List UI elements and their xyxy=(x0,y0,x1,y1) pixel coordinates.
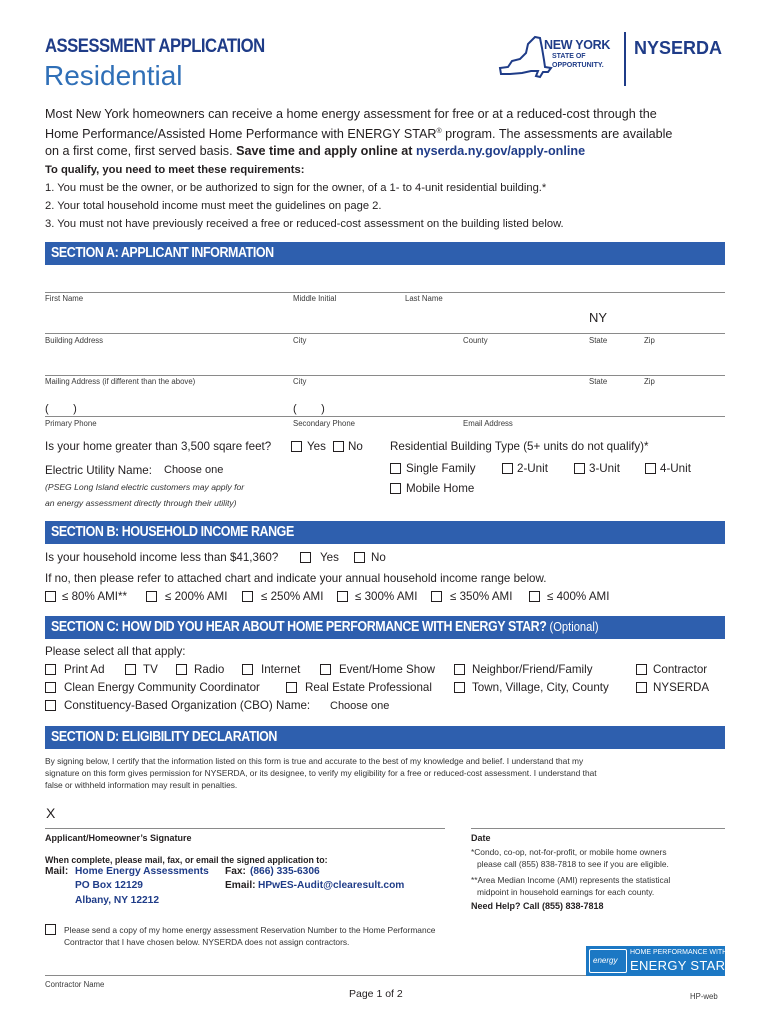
county-field[interactable] xyxy=(463,316,583,332)
income-instruction: If no, then please refer to attached chart and indicate your annual household income range below. xyxy=(45,572,547,585)
energy-star-mark-text: energy xyxy=(593,956,618,965)
clean-energy-coordinator-checkbox[interactable] xyxy=(45,682,56,693)
page-number: Page 1 of 2 xyxy=(349,988,403,1000)
single-family-checkbox[interactable] xyxy=(390,463,401,474)
date-field[interactable] xyxy=(471,808,725,828)
section-b-banner xyxy=(45,521,725,544)
middle-initial-label: Middle Initial xyxy=(293,294,337,303)
nys-logo xyxy=(498,28,620,86)
state-value[interactable]: NY xyxy=(589,310,608,325)
secondary-phone-label: Secondary Phone xyxy=(293,419,355,428)
section-d-banner xyxy=(45,726,725,749)
contractor-optin-checkbox[interactable] xyxy=(45,924,56,935)
mail-address-line-2: PO Box 12129 xyxy=(75,880,143,891)
ami-350-label: ≤ 350% AMI xyxy=(450,590,513,603)
building-address-field[interactable] xyxy=(45,316,285,332)
signature-x-mark: X xyxy=(46,805,56,821)
real-estate-professional-checkbox[interactable] xyxy=(286,682,297,693)
section-b-heading: SECTION B: HOUSEHOLD INCOME RANGE xyxy=(51,524,294,540)
signature-line xyxy=(45,828,445,829)
ami-80-label: ≤ 80% AMI** xyxy=(62,590,128,603)
energy-star-logo xyxy=(586,946,728,976)
internet-label: Internet xyxy=(261,663,301,676)
declaration-text xyxy=(45,755,735,791)
home-size-question: Is your home greater than 3,500 sqare feet? xyxy=(45,440,272,453)
contractor-optin-line-2: Contractor that I have chosen below. NYSERDA does not assign contractors. xyxy=(64,937,350,947)
cbo-checkbox[interactable] xyxy=(45,700,56,711)
zip-label: Zip xyxy=(644,336,655,345)
email-label: Email Address xyxy=(463,419,513,428)
phone-row-line xyxy=(45,416,725,417)
income-no-checkbox[interactable] xyxy=(354,552,365,563)
ami-200-checkbox[interactable] xyxy=(146,591,157,602)
state-label: State xyxy=(589,336,608,345)
mail-address-line-1: Home Energy Assessments xyxy=(75,866,209,877)
section-c-heading-text: SECTION C: HOW DID YOU HEAR ABOUT HOME PERFORMANCE WITH ENERGY STAR? xyxy=(51,619,547,635)
tv-checkbox[interactable] xyxy=(125,664,136,675)
contractor-name-field[interactable] xyxy=(45,957,585,975)
single-family-label: Single Family xyxy=(406,462,476,475)
event-home-show-label: Event/Home Show xyxy=(339,663,436,676)
intro-line-3b: Save time and apply online at xyxy=(236,144,416,159)
source-prompt: Please select all that apply: xyxy=(45,645,186,658)
last-name-label: Last Name xyxy=(405,294,443,303)
contractor-optin-line-1: Please send a copy of my home energy assessment Reservation Number to the Home Performance xyxy=(64,925,436,935)
mailing-city-label: City xyxy=(293,377,307,386)
electric-utility-label: Electric Utility Name: xyxy=(45,464,152,477)
secondary-phone-field[interactable]: ( ) xyxy=(293,403,325,415)
pseg-note-line-1: (PSEG Long Island electric customers may apply for xyxy=(45,482,245,492)
energy-star-bottom-text: ENERGY STAR xyxy=(630,958,726,973)
email-contact-value[interactable]: HPwES-Audit@clearesult.com xyxy=(258,880,405,891)
requirements-heading: To qualify, you need to meet these requirements: xyxy=(45,164,305,176)
last-name-field[interactable] xyxy=(405,276,725,292)
income-question: Is your household income less than $41,360? xyxy=(45,551,279,564)
ami-300-checkbox[interactable] xyxy=(337,591,348,602)
middle-initial-field[interactable] xyxy=(293,276,401,292)
three-unit-checkbox[interactable] xyxy=(574,463,585,474)
three-unit-label: 3-Unit xyxy=(589,462,620,475)
mailing-zip-field[interactable] xyxy=(644,358,724,374)
clean-energy-coordinator-label: Clean Energy Community Coordinator xyxy=(64,681,260,694)
first-name-label: First Name xyxy=(45,294,84,303)
mobile-home-label: Mobile Home xyxy=(406,482,475,495)
electric-utility-select[interactable]: Choose one xyxy=(164,464,224,476)
registered-mark: ® xyxy=(436,128,442,135)
nyserda-checkbox[interactable] xyxy=(636,682,647,693)
city-field[interactable] xyxy=(293,316,458,332)
mobile-home-checkbox[interactable] xyxy=(390,483,401,494)
zip-field[interactable] xyxy=(644,316,724,332)
primary-phone-label: Primary Phone xyxy=(45,419,97,428)
intro-line-1: Most New York homeowners can receive a home energy assessment for free or at a reduced-cost through the xyxy=(45,107,657,121)
intro-line-3a: on a first come, first served basis. xyxy=(45,144,237,159)
contractor-checkbox[interactable] xyxy=(636,664,647,675)
mailing-row-line xyxy=(45,375,725,376)
neighbor-friend-family-label: Neighbor/Friend/Family xyxy=(472,663,593,676)
building-address-label: Building Address xyxy=(45,336,104,345)
ami-250-label: ≤ 250% AMI xyxy=(261,590,324,603)
intro-line-2a: Home Performance/Assisted Home Performance with ENERGY STAR xyxy=(45,127,437,142)
home-size-no-label: No xyxy=(348,440,363,453)
energy-star-top-text: HOME PERFORMANCE WITH xyxy=(630,949,728,956)
city-label: City xyxy=(293,336,307,345)
section-a-banner xyxy=(45,242,725,265)
section-c-banner xyxy=(45,616,725,639)
real-estate-professional-label: Real Estate Professional xyxy=(305,681,432,694)
ami-footnote-1: **Area Median Income (AMI) represents the statistical xyxy=(471,875,671,885)
nyserda-label: NYSERDA xyxy=(653,681,710,694)
declaration-line-2: signature on this form gives permission for NYSERDA, or its designee, to verify my eligibility for a free or reduced-cost assessment. I understand that xyxy=(45,768,597,778)
form-code: HP-web xyxy=(690,992,718,1001)
contractor-label: Contractor xyxy=(653,663,708,676)
condo-footnote-1: *Condo, co-op, not-for-profit, or mobile home owners xyxy=(471,847,667,857)
ami-400-label: ≤ 400% AMI xyxy=(547,590,610,603)
section-c-heading xyxy=(51,619,599,635)
county-label: County xyxy=(463,336,488,345)
print-ad-label: Print Ad xyxy=(64,663,105,676)
date-label: Date xyxy=(471,833,491,843)
logo-divider xyxy=(624,32,626,86)
declaration-line-3: false or withheld information may result in penalties. xyxy=(45,780,238,790)
mailing-state-label: State xyxy=(589,377,608,386)
energy-star-mark-icon xyxy=(589,949,627,973)
nyserda-logo: NYSERDA xyxy=(634,38,723,58)
home-size-no-checkbox[interactable] xyxy=(333,441,344,452)
declaration-line-1: By signing below, I certify that the information listed on this form is true and accurate to the best of my knowledge and belief. I understand that my xyxy=(45,756,584,766)
mail-address-line-3: Albany, NY 12212 xyxy=(75,895,159,906)
form-subtitle: Residential xyxy=(44,60,183,91)
ami-footnote-2: midpoint in household earnings for each county. xyxy=(477,887,655,897)
nys-logo-line2: STATE OF xyxy=(552,53,586,60)
radio-label: Radio xyxy=(194,663,225,676)
requirement-1: 1. You must be the owner, or be authorized to sign for the owner, of a 1- to 4-unit residential building.* xyxy=(45,182,547,194)
building-type-question: Residential Building Type (5+ units do not qualify)* xyxy=(390,440,649,453)
apply-online-link[interactable]: nyserda.ny.gov/apply-online xyxy=(415,144,586,159)
event-home-show-checkbox[interactable] xyxy=(320,664,331,675)
ami-80-checkbox[interactable] xyxy=(45,591,56,602)
four-unit-checkbox[interactable] xyxy=(645,463,656,474)
income-yes-checkbox[interactable] xyxy=(300,552,311,563)
intro-paragraph xyxy=(45,106,735,160)
ami-400-checkbox[interactable] xyxy=(529,591,540,602)
mailing-instruction: When complete, please mail, fax, or email the signed application to: xyxy=(45,855,328,865)
mailing-state-field[interactable] xyxy=(589,358,639,374)
email-contact-label: Email: xyxy=(225,880,256,891)
requirement-3: 3. You must not have previously received a free or reduced-cost assessment on the building listed below. xyxy=(45,218,564,230)
fax-label: Fax: xyxy=(225,866,246,877)
ami-300-label: ≤ 300% AMI xyxy=(355,590,418,603)
condo-footnote-2: please call (855) 838-7818 to see if you are eligible. xyxy=(477,859,669,869)
cbo-label: Constituency-Based Organization (CBO) Name: xyxy=(64,699,311,712)
mailing-city-field[interactable] xyxy=(293,358,583,374)
town-village-city-county-checkbox[interactable] xyxy=(454,682,465,693)
form-title: ASSESSMENT APPLICATION xyxy=(45,36,265,57)
mail-label: Mail: xyxy=(45,866,69,877)
income-no-label: No xyxy=(371,551,386,564)
contractor-name-label: Contractor Name xyxy=(45,980,105,989)
home-size-yes-label: Yes xyxy=(307,440,326,453)
mailing-address-field[interactable] xyxy=(45,358,285,374)
neighbor-friend-family-checkbox[interactable] xyxy=(454,664,465,675)
fax-value: (866) 335-6306 xyxy=(250,866,320,877)
section-d-heading: SECTION D: ELIGIBILITY DECLARATION xyxy=(51,729,278,745)
signature-field[interactable] xyxy=(62,808,442,828)
building-row-line xyxy=(45,333,725,334)
two-unit-label: 2-Unit xyxy=(517,462,548,475)
nys-logo-line1: NEW YORK xyxy=(544,38,611,52)
email-field[interactable] xyxy=(463,400,725,416)
help-line: Need Help? Call (855) 838-7818 xyxy=(471,901,604,911)
ami-350-checkbox[interactable] xyxy=(431,591,442,602)
primary-phone-field[interactable]: ( ) xyxy=(45,403,77,415)
mailing-zip-label: Zip xyxy=(644,377,655,386)
print-ad-checkbox[interactable] xyxy=(45,664,56,675)
name-row-line xyxy=(45,292,725,293)
ami-250-checkbox[interactable] xyxy=(242,591,253,602)
mailing-address-label: Mailing Address (if different than the above) xyxy=(45,377,196,386)
internet-checkbox[interactable] xyxy=(242,664,253,675)
cbo-select[interactable]: Choose one xyxy=(330,700,390,712)
signature-label: Applicant/Homeowner’s Signature xyxy=(45,833,192,843)
ami-200-label: ≤ 200% AMI xyxy=(165,590,228,603)
intro-line-2b: program. The assessments are available xyxy=(441,127,673,142)
nys-logo-line3: OPPORTUNITY. xyxy=(552,62,604,69)
income-yes-label: Yes xyxy=(320,551,339,564)
requirement-2: 2. Your total household income must meet the guidelines on page 2. xyxy=(45,200,382,212)
home-size-yes-checkbox[interactable] xyxy=(291,441,302,452)
contractor-name-line xyxy=(45,975,590,976)
section-c-optional: (Optional) xyxy=(549,619,599,634)
date-line xyxy=(471,828,725,829)
intro-line-3 xyxy=(45,143,735,160)
town-village-city-county-label: Town, Village, City, County xyxy=(472,681,609,694)
tv-label: TV xyxy=(143,663,158,676)
radio-checkbox[interactable] xyxy=(176,664,187,675)
two-unit-checkbox[interactable] xyxy=(502,463,513,474)
pseg-note-line-2: an energy assessment directly through their utility) xyxy=(45,498,237,508)
section-a-heading: SECTION A: APPLICANT INFORMATION xyxy=(51,245,274,261)
first-name-field[interactable] xyxy=(45,276,285,292)
four-unit-label: 4-Unit xyxy=(660,462,691,475)
intro-line-2 xyxy=(45,123,735,143)
